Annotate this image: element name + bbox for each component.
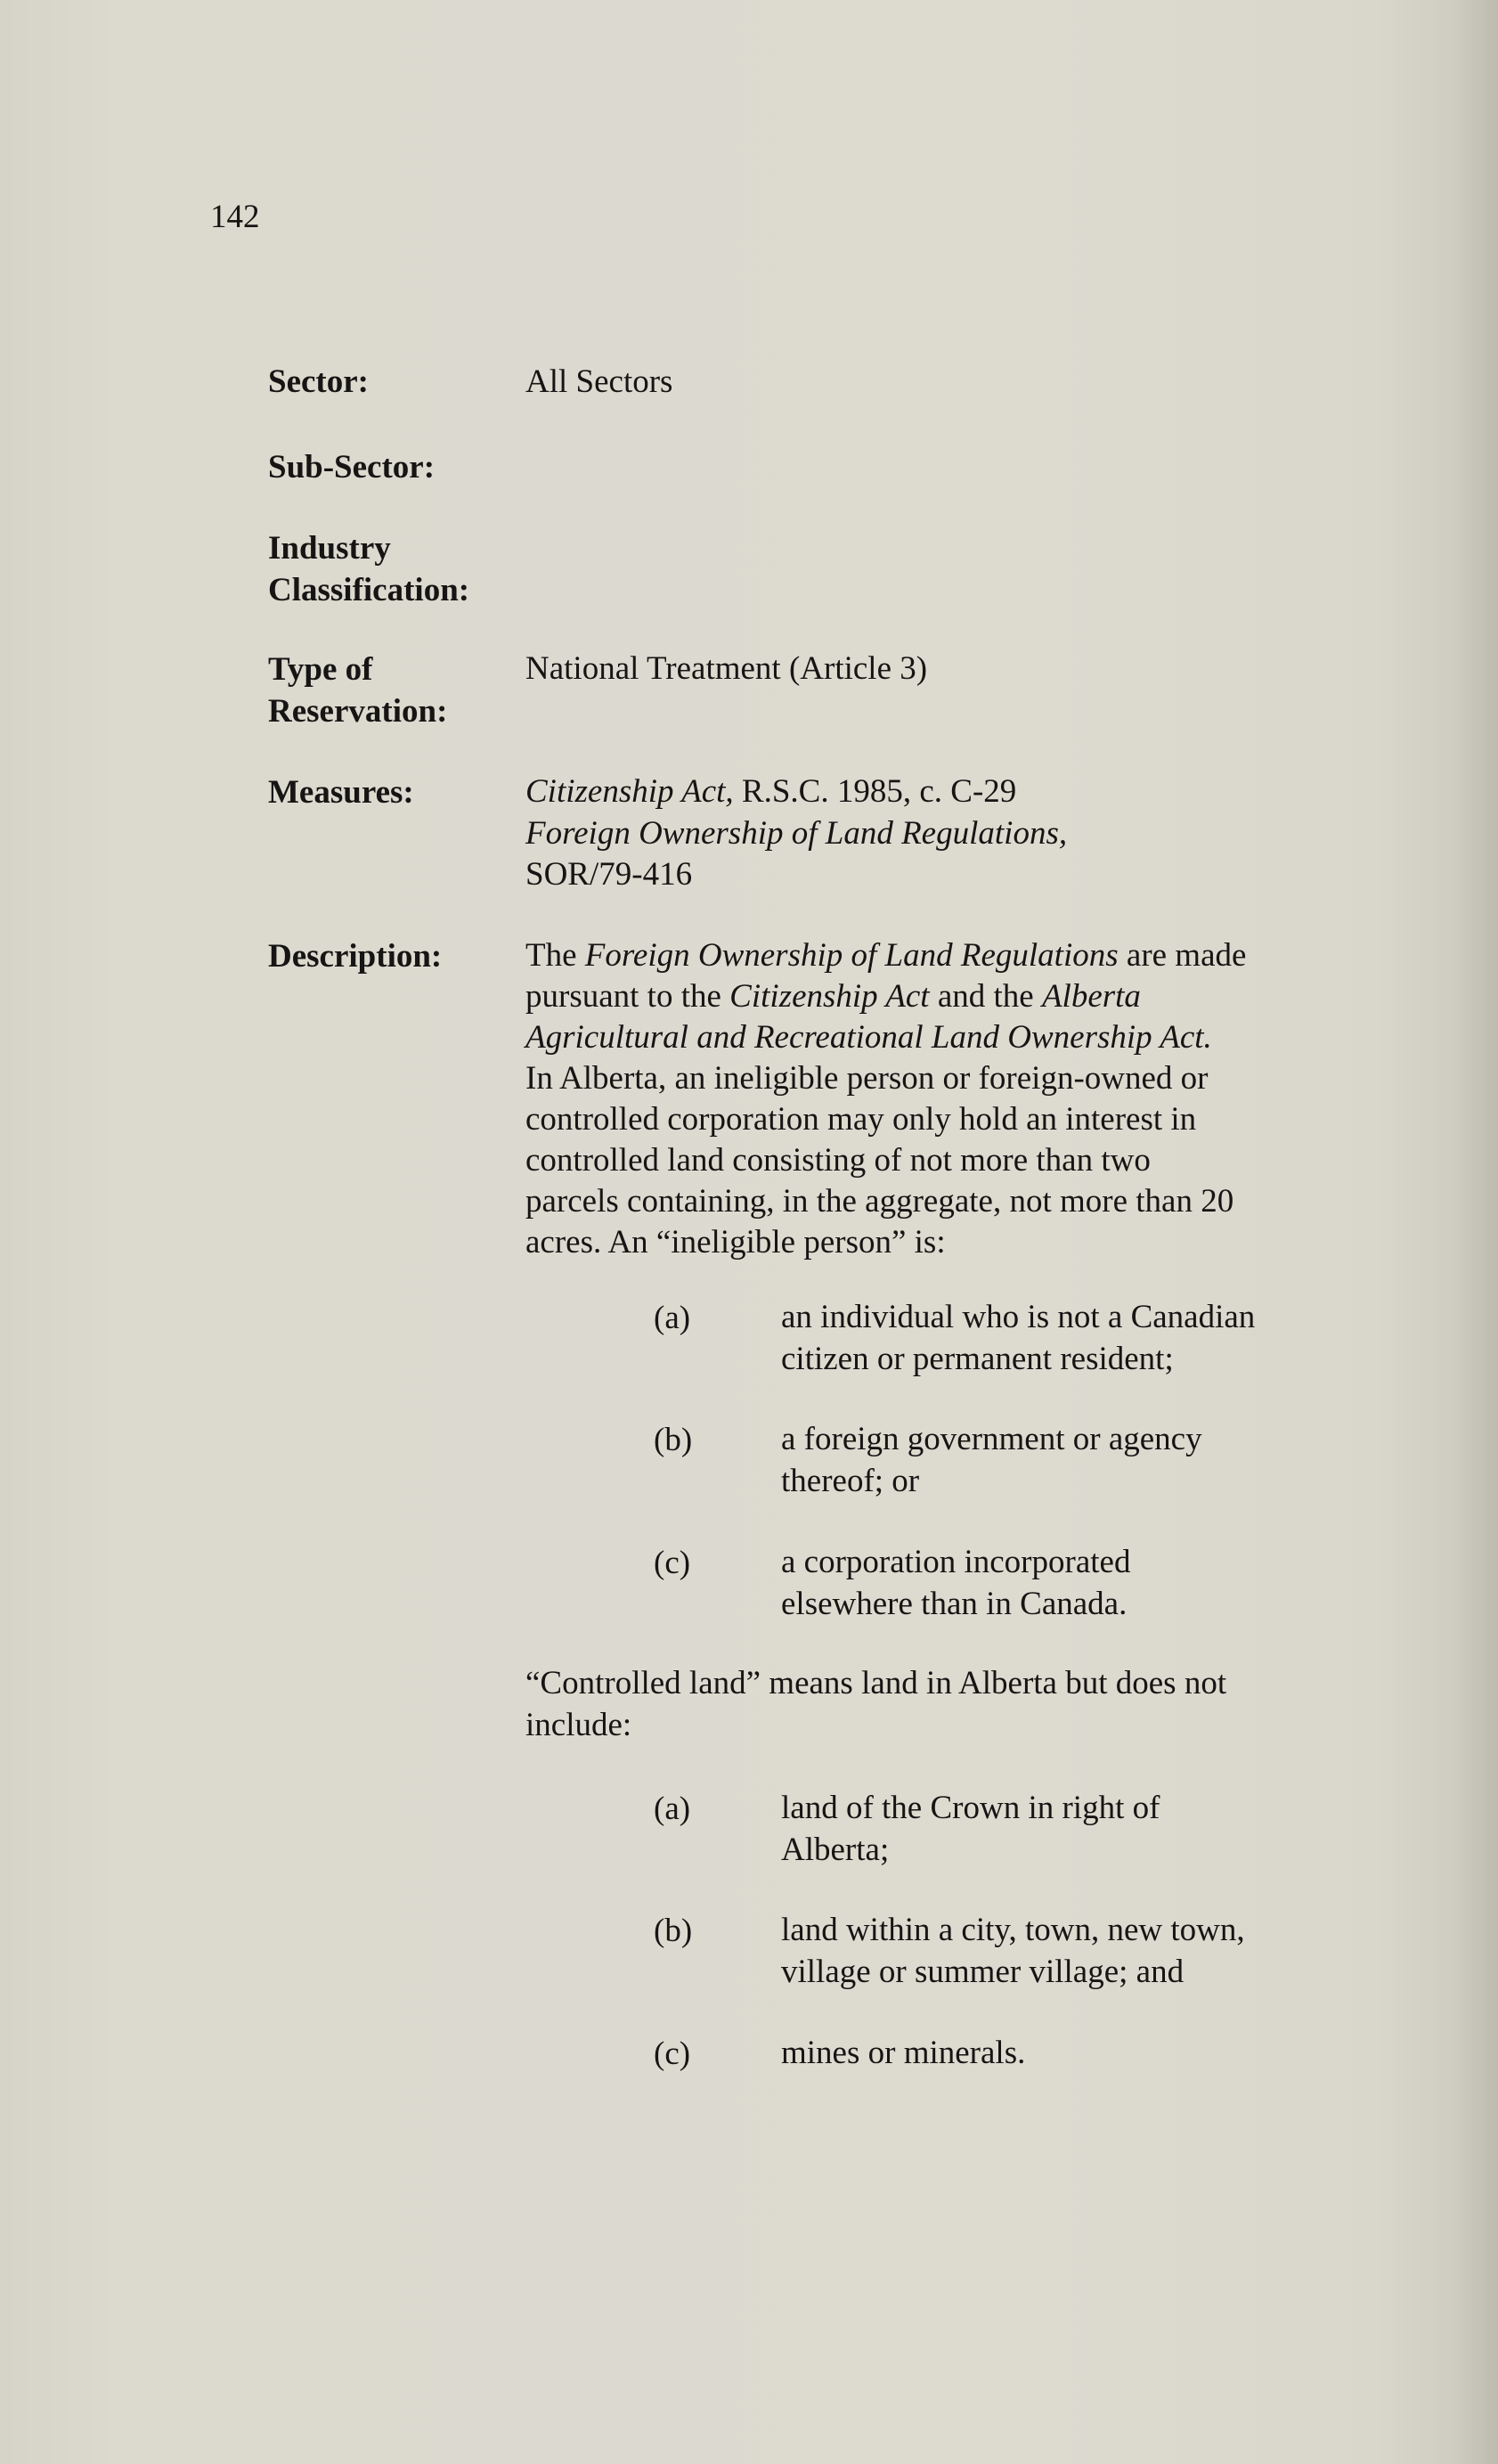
type-of-reservation-value: National Treatment (Article 3) <box>525 650 928 687</box>
ineligible-item-marker: (c) <box>654 1545 691 1581</box>
description-line-5: controlled corporation may only hold an interest in <box>525 1101 1197 1138</box>
description-line-3: Agricultural and Recreational Land Ownership Act. <box>525 1019 1212 1056</box>
excluded-item-marker: (a) <box>654 1791 691 1827</box>
description-line-8: acres. An “ineligible person” is: <box>525 1224 946 1261</box>
ineligible-item-text: an individual who is not a Canadian citizen or permanent resident; <box>781 1299 1256 1377</box>
description-label: Description: <box>268 938 443 975</box>
sector-label: Sector: <box>268 363 369 400</box>
description-line-4: In Alberta, an ineligible person or foreign-owned or <box>525 1060 1209 1097</box>
excluded-item-text: mines or minerals. <box>781 2035 1026 2071</box>
measures-label: Measures: <box>268 774 414 811</box>
measures-line-1: Citizenship Act, R.S.C. 1985, c. C-29 <box>525 773 1017 810</box>
type-of-reservation-label-line1: Type of <box>268 651 373 688</box>
description-line-7: parcels containing, in the aggregate, not more than 20 <box>525 1183 1234 1220</box>
excluded-item-text: land of the Crown in right of Alberta; <box>781 1790 1160 1868</box>
sector-value: All Sectors <box>525 363 673 400</box>
description-line-1: The Foreign Ownership of Land Regulations are made <box>525 937 1247 974</box>
ineligible-item-text: a foreign government or agency thereof; or <box>781 1421 1202 1499</box>
page-number: 142 <box>210 199 260 235</box>
ineligible-item-marker: (a) <box>654 1300 691 1336</box>
controlled-land-line-1: “Controlled land” means land in Alberta but does not <box>525 1665 1227 1701</box>
description-line-6: controlled land consisting of not more than two <box>525 1142 1151 1179</box>
measures-line-2: Foreign Ownership of Land Regulations, <box>525 815 1068 852</box>
sub-sector-label: Sub-Sector: <box>268 449 436 485</box>
excluded-item-text: land within a city, town, new town, village or summer village; and <box>781 1912 1245 1990</box>
industry-classification-label <box>268 527 469 611</box>
type-of-reservation-label-line2: Reservation: <box>268 693 448 730</box>
industry-classification-label-line1: Industry <box>268 530 391 567</box>
controlled-land-line-2: include: <box>525 1707 632 1743</box>
description-line-2: pursuant to the Citizenship Act and the Alberta <box>525 978 1141 1015</box>
ineligible-item-text: a corporation incorporated elsewhere than in Canada. <box>781 1544 1131 1622</box>
industry-classification-label-line2: Classification: <box>268 572 470 608</box>
ineligible-item-marker: (b) <box>654 1422 693 1458</box>
type-of-reservation-label <box>268 649 447 732</box>
excluded-item-marker: (b) <box>654 1913 693 1949</box>
measures-line-3: SOR/79-416 <box>525 856 693 893</box>
citizenship-act-title: Citizenship Act, <box>525 773 734 810</box>
excluded-item-marker: (c) <box>654 2036 691 2072</box>
